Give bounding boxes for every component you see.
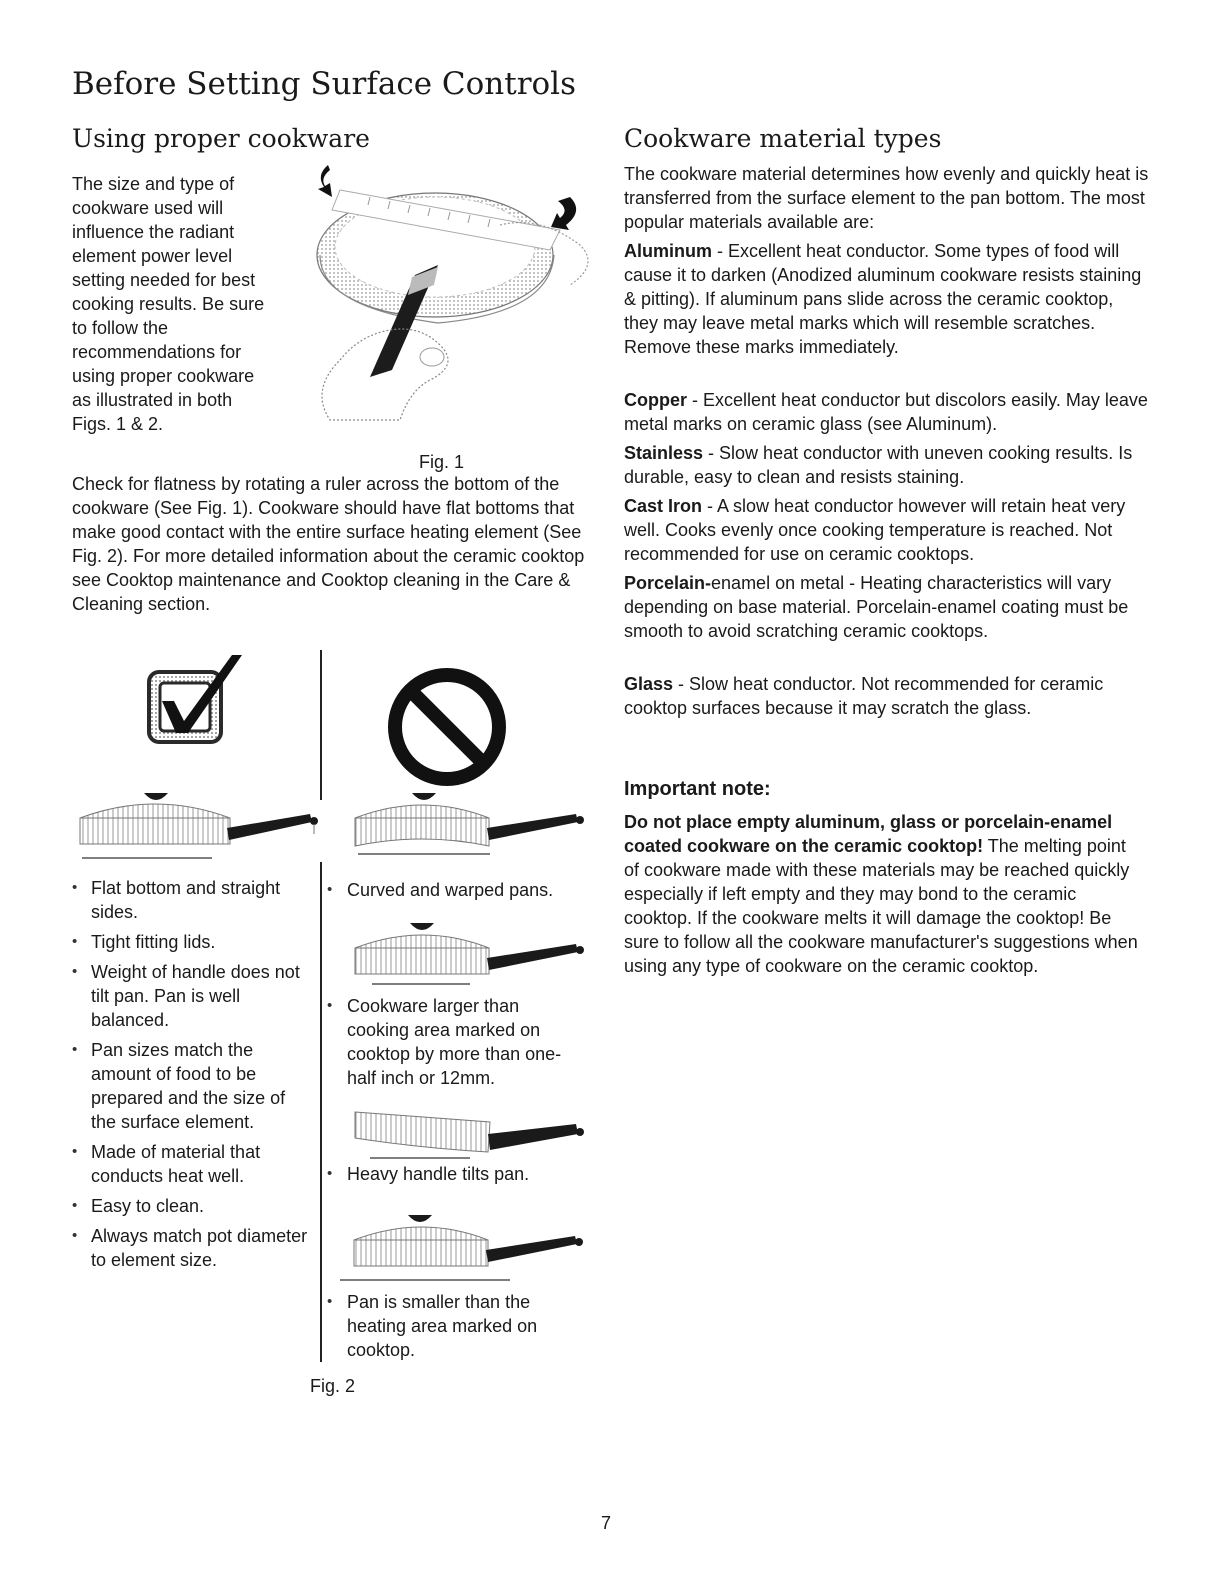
material-desc: - Excellent heat conductor. Some types of food will cause it to darken (Anodized aluminum cookware resists staining & pitting). If aluminum pans slide across the ceramic cooktop, they may leave metal marks which will resemble scratches. Remove these marks immediately. [624, 241, 1142, 357]
material-name: Glass [624, 674, 674, 694]
oversized-pan-illustration [350, 918, 590, 990]
material-copper [624, 388, 1149, 436]
good-cookware-list [72, 876, 312, 1278]
bad-item: • Pan is smaller than the heating area marked on cooktop. [327, 1292, 538, 1360]
material-stainless [624, 441, 1149, 489]
good-item: • Flat bottom and straight sides. [72, 876, 312, 924]
material-name: Stainless [624, 443, 704, 463]
material-name: Aluminum [624, 241, 712, 261]
ruler-flatness-illustration [300, 155, 600, 455]
small-pan-illustration [340, 1210, 590, 1286]
material-aluminum [624, 239, 1149, 359]
materials-intro: The cookware material determines how evenly and quickly heat is transferred from the surface element to the pan bottom. The most popular materials available are: [624, 164, 1149, 232]
material-desc: - Excellent heat conductor but discolors easily. May leave metal marks on ceramic glass (see Aluminum). [624, 390, 1148, 434]
section-heading-material-types: Cookware material types [624, 124, 942, 153]
material-desc: - A slow heat conductor however will retain heat very well. Cooks evenly once cooking temperature is reached. Not recommended for use on ceramic cooktops. [624, 496, 1126, 564]
bad-item: • Heavy handle tilts pan. [327, 1164, 530, 1184]
fig1-label: Fig. 1 [419, 452, 465, 472]
bad-item: • Cookware larger than cooking area marked on cooktop by more than one-half inch or 12mm. [327, 996, 562, 1088]
page-title: Before Setting Surface Controls [72, 66, 577, 102]
good-item: • Easy to clean. [72, 1194, 312, 1218]
rotate-arrow-left-icon [318, 165, 332, 197]
material-glass [624, 672, 1149, 720]
important-note-body [624, 810, 1144, 978]
check-mark-icon [146, 655, 246, 745]
good-item: • Weight of handle does not tilt pan. Pan is well balanced. [72, 960, 312, 1032]
figure-divider-lower [320, 862, 322, 1362]
good-item: • Made of material that conducts heat well. [72, 1140, 312, 1188]
material-name: Copper [624, 390, 687, 410]
bad-item: • Curved and warped pans. [327, 880, 554, 900]
section-heading-proper-cookware: Using proper cookware [72, 124, 370, 153]
good-item: • Tight fitting lids. [72, 930, 312, 954]
material-name: Porcelain- [624, 573, 712, 593]
intro-paragraph: The size and type of cookware used will influence the radiant element power level setting needed for best cooking results. Be sure to follow the recommendations for using proper cookware as illustrated in both Figs. 1 & 2. [72, 174, 265, 434]
tilted-pan-illustration [350, 1102, 590, 1162]
good-item: • Always match pot diameter to element size. [72, 1224, 312, 1272]
material-porcelain [624, 571, 1149, 643]
warped-pan-illustration [350, 788, 590, 858]
material-desc: - Slow heat conductor with uneven cooking results. Is durable, easy to clean and resists staining. [624, 443, 1133, 487]
material-desc: enamel on metal - Heating characteristics will vary depending on base material. Porcelain-enamel coating must be smooth to avoid scratching ceramic cooktops. [624, 573, 1129, 641]
good-pan-illustration [72, 788, 328, 860]
material-desc: - Slow heat conductor. Not recommended for ceramic cooktop surfaces because it may scratch the glass. [624, 674, 1104, 718]
important-note-warning: Do not place empty aluminum, glass or porcelain-enamel coated cookware on the ceramic cooktop! [624, 812, 1113, 856]
good-item: • Pan sizes match the amount of food to be prepared and the size of the surface element. [72, 1038, 312, 1134]
rotate-arrow-right-icon [551, 197, 576, 230]
page-number: 7 [601, 1513, 612, 1533]
important-note-text: The melting point of cookware made with these materials may be reached quickly especially if left empty and they may bond to the ceramic cooktop. If the cookware melts it will damage the cooktop! Be sure to follow all the cookware manufacturer's suggestions when using any type of cookware on the ceramic cooktop. [624, 836, 1138, 976]
important-note-title: Important note: [624, 778, 771, 800]
flatness-paragraph: Check for flatness by rotating a ruler across the bottom of the cookware (See Fig. 1). Cookware should have flat bottoms that make good contact with the entire surface heating element (See Fig. 2). For more detailed information about the ceramic cooktop see Cooktop maintenance and Cooktop cleaning in the Care & Cleaning section. [72, 474, 585, 614]
material-cast-iron [624, 494, 1149, 566]
fig2-label: Fig. 2 [310, 1376, 356, 1396]
material-name: Cast Iron [624, 496, 703, 516]
prohibited-icon [385, 665, 509, 789]
figure-divider [320, 650, 322, 800]
